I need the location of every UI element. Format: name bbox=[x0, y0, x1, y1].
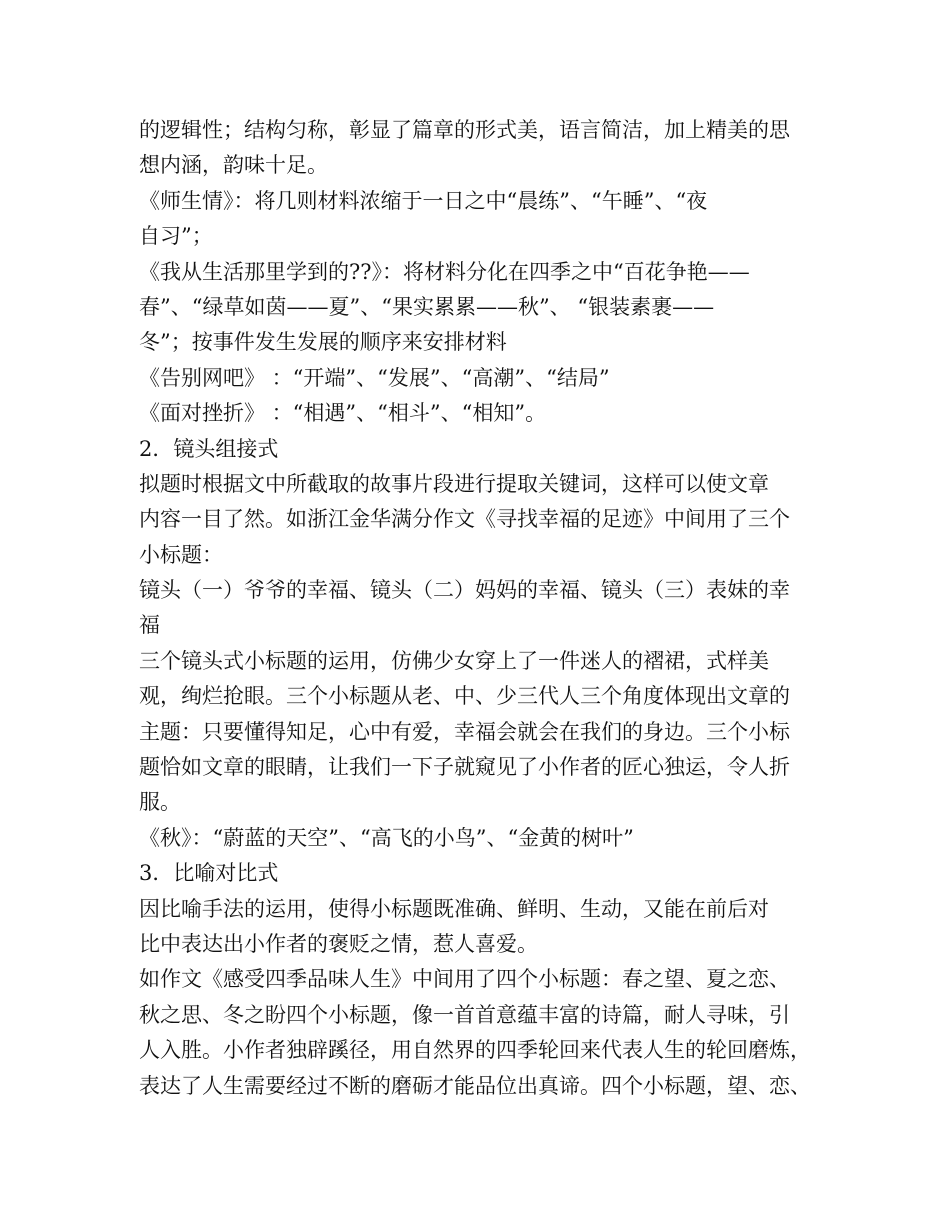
section-heading: 2．镜头组接式 bbox=[139, 436, 279, 461]
text-line: 秋之思、冬之盼四个小标题，像一首首意蕴丰富的诗篇，耐人寻味，引 bbox=[139, 1002, 790, 1027]
text-line: 比中表达出小作者的褒贬之情，惹人喜爱。 bbox=[139, 931, 538, 956]
text-line: 冬”；按事件发生发展的顺序来安排材料 bbox=[139, 330, 507, 355]
text-line: 观，绚烂抢眼。三个小标题从老、中、少三代人三个角度体现出文章的 bbox=[139, 684, 790, 709]
text-line: 如作文《感受四季品味人生》中间用了四个小标题：春之望、夏之恋、 bbox=[139, 967, 790, 992]
text-line: 自习”； bbox=[139, 224, 213, 249]
text-line: 服。 bbox=[139, 790, 181, 815]
text-line: 《师生情》：将几则材料浓缩于一日之中“晨练”、“午睡”、“夜 bbox=[139, 188, 708, 213]
text-line: 人入胜。小作者独辟蹊径，用自然界的四季轮回来代表人生的轮回磨炼， bbox=[139, 1038, 811, 1063]
text-line: 想内涵，韵味十足。 bbox=[139, 153, 328, 178]
text-line: 因比喻手法的运用，使得小标题既准确、鲜明、生动，又能在前后对 bbox=[139, 896, 769, 921]
text-line: 福 bbox=[139, 613, 160, 638]
text-line: 拟题时根据文中所截取的故事片段进行提取关键词，这样可以使文章 bbox=[139, 471, 769, 496]
text-line: 春”、“绿草如茵——夏”、“果实累累——秋”、 “银装素裹—— bbox=[139, 294, 715, 319]
text-line: 《面对挫折》 ：“相遇”、“相斗”、“相知”。 bbox=[139, 401, 547, 426]
text-line: 的逻辑性；结构匀称，彰显了篇章的形式美，语言简洁，加上精美的思 bbox=[139, 118, 790, 142]
text-line: 内容一目了然。如浙江金华满分作文《寻找幸福的足迹》中间用了三个 bbox=[139, 507, 790, 532]
text-line: 表达了人生需要经过不断的磨砺才能品位出真谛。四个小标题，望、恋、 bbox=[139, 1073, 811, 1098]
text-line: 《告别网吧》 ：“开端”、“发展”、“高潮”、“结局” bbox=[139, 365, 610, 390]
document-body bbox=[139, 113, 819, 1104]
text-line: 主题：只要懂得知足，心中有爱，幸福会就会在我们的身边。三个小标 bbox=[139, 719, 790, 744]
section-heading: 3．比喻对比式 bbox=[139, 861, 279, 886]
text-line: 《秋》：“蔚蓝的天空”、“高飞的小鸟”、“金黄的树叶” bbox=[139, 825, 634, 850]
text-line: 题恰如文章的眼睛，让我们一下子就窥见了小作者的匠心独运，令人折 bbox=[139, 755, 790, 780]
text-line: 镜头（一）爷爷的幸福、镜头（二）妈妈的幸福、镜头（三）表妹的幸 bbox=[139, 578, 790, 603]
text-line: 小标题： bbox=[139, 542, 223, 567]
text-line: 《我从生活那里学到的??》：将材料分化在四季之中“百花争艳—— bbox=[139, 259, 750, 284]
text-line: 三个镜头式小标题的运用，仿佛少女穿上了一件迷人的褶裙，式样美 bbox=[139, 648, 769, 673]
